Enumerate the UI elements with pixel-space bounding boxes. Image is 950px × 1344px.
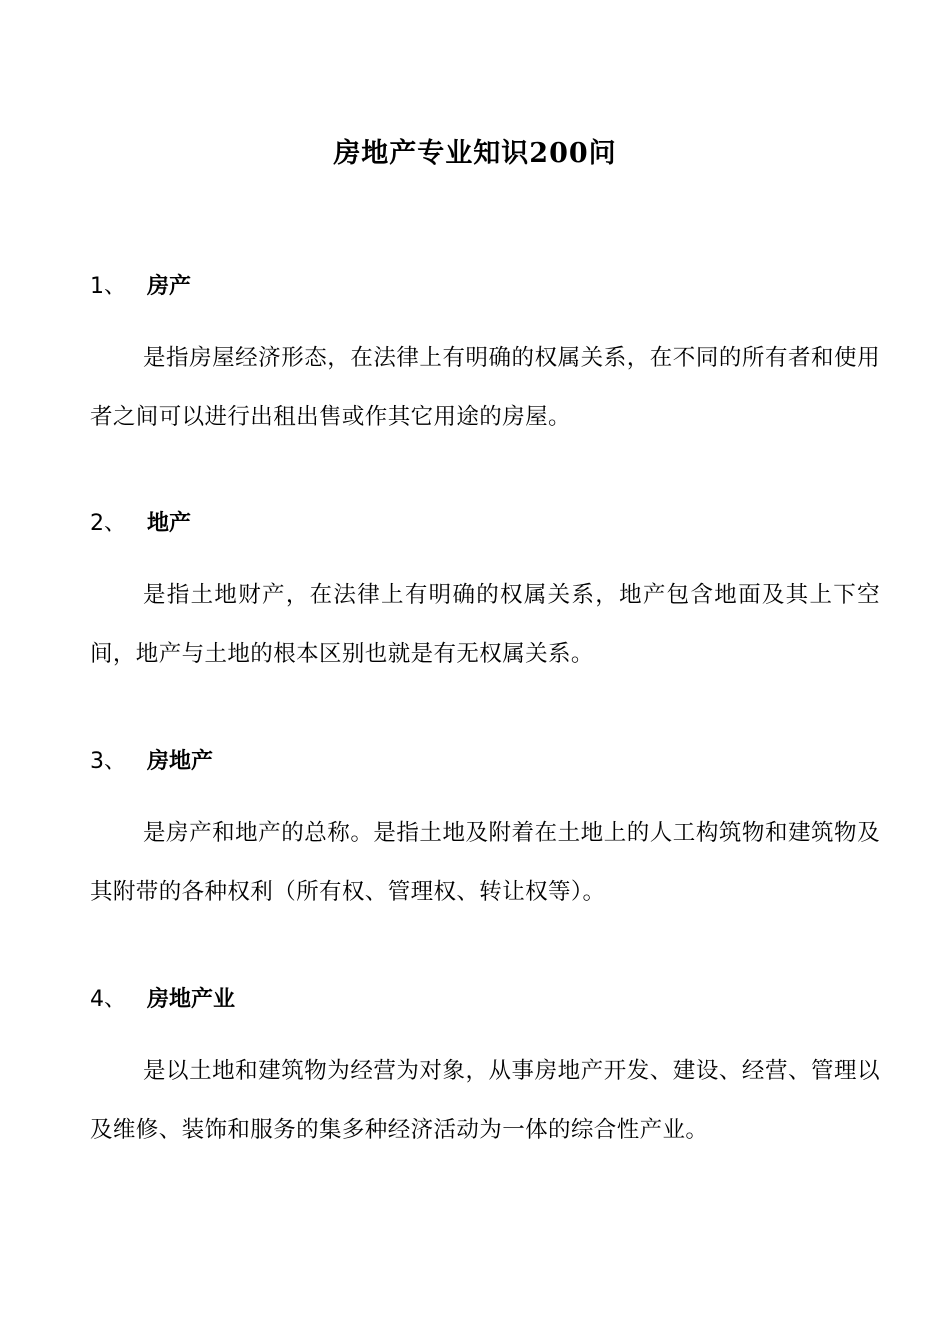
- section-2: [90, 506, 880, 684]
- section-4: [90, 982, 880, 1160]
- section-definition: 是指房屋经济形态，在法律上有明确的权属关系，在不同的所有者和使用者之间可以进行出租出售或作其它用途的房屋。: [90, 345, 880, 430]
- section-term: 房地产业: [147, 987, 236, 1012]
- section-1: [90, 269, 880, 447]
- section-number: 2、: [90, 511, 126, 536]
- section-heading: [90, 506, 880, 542]
- section-3: [90, 744, 880, 922]
- section-number: 4、: [90, 987, 126, 1012]
- section-heading: [90, 269, 880, 305]
- section-definition: 是房产和地产的总称。是指土地及附着在土地上的人工构筑物和建筑物及其附带的各种权利（所有权、管理权、转让权等）。: [90, 820, 880, 905]
- section-term: 房地产: [147, 749, 214, 774]
- document-title: 房地产专业知识200问: [333, 138, 617, 169]
- section-definition: 是以土地和建筑物为经营为对象，从事房地产开发、建设、经营、管理以及维修、装饰和服务的集多种经济活动为一体的综合性产业。: [90, 1058, 880, 1143]
- section-term: 地产: [147, 511, 192, 536]
- section-definition: 是指土地财产，在法律上有明确的权属关系，地产包含地面及其上下空间，地产与土地的根本区别也就是有无权属关系。: [90, 582, 880, 667]
- section-number: 3、: [90, 749, 126, 774]
- section-heading: [90, 982, 880, 1018]
- section-term: 房产: [147, 274, 192, 299]
- section-number: 1、: [90, 274, 126, 299]
- section-heading: [90, 744, 880, 780]
